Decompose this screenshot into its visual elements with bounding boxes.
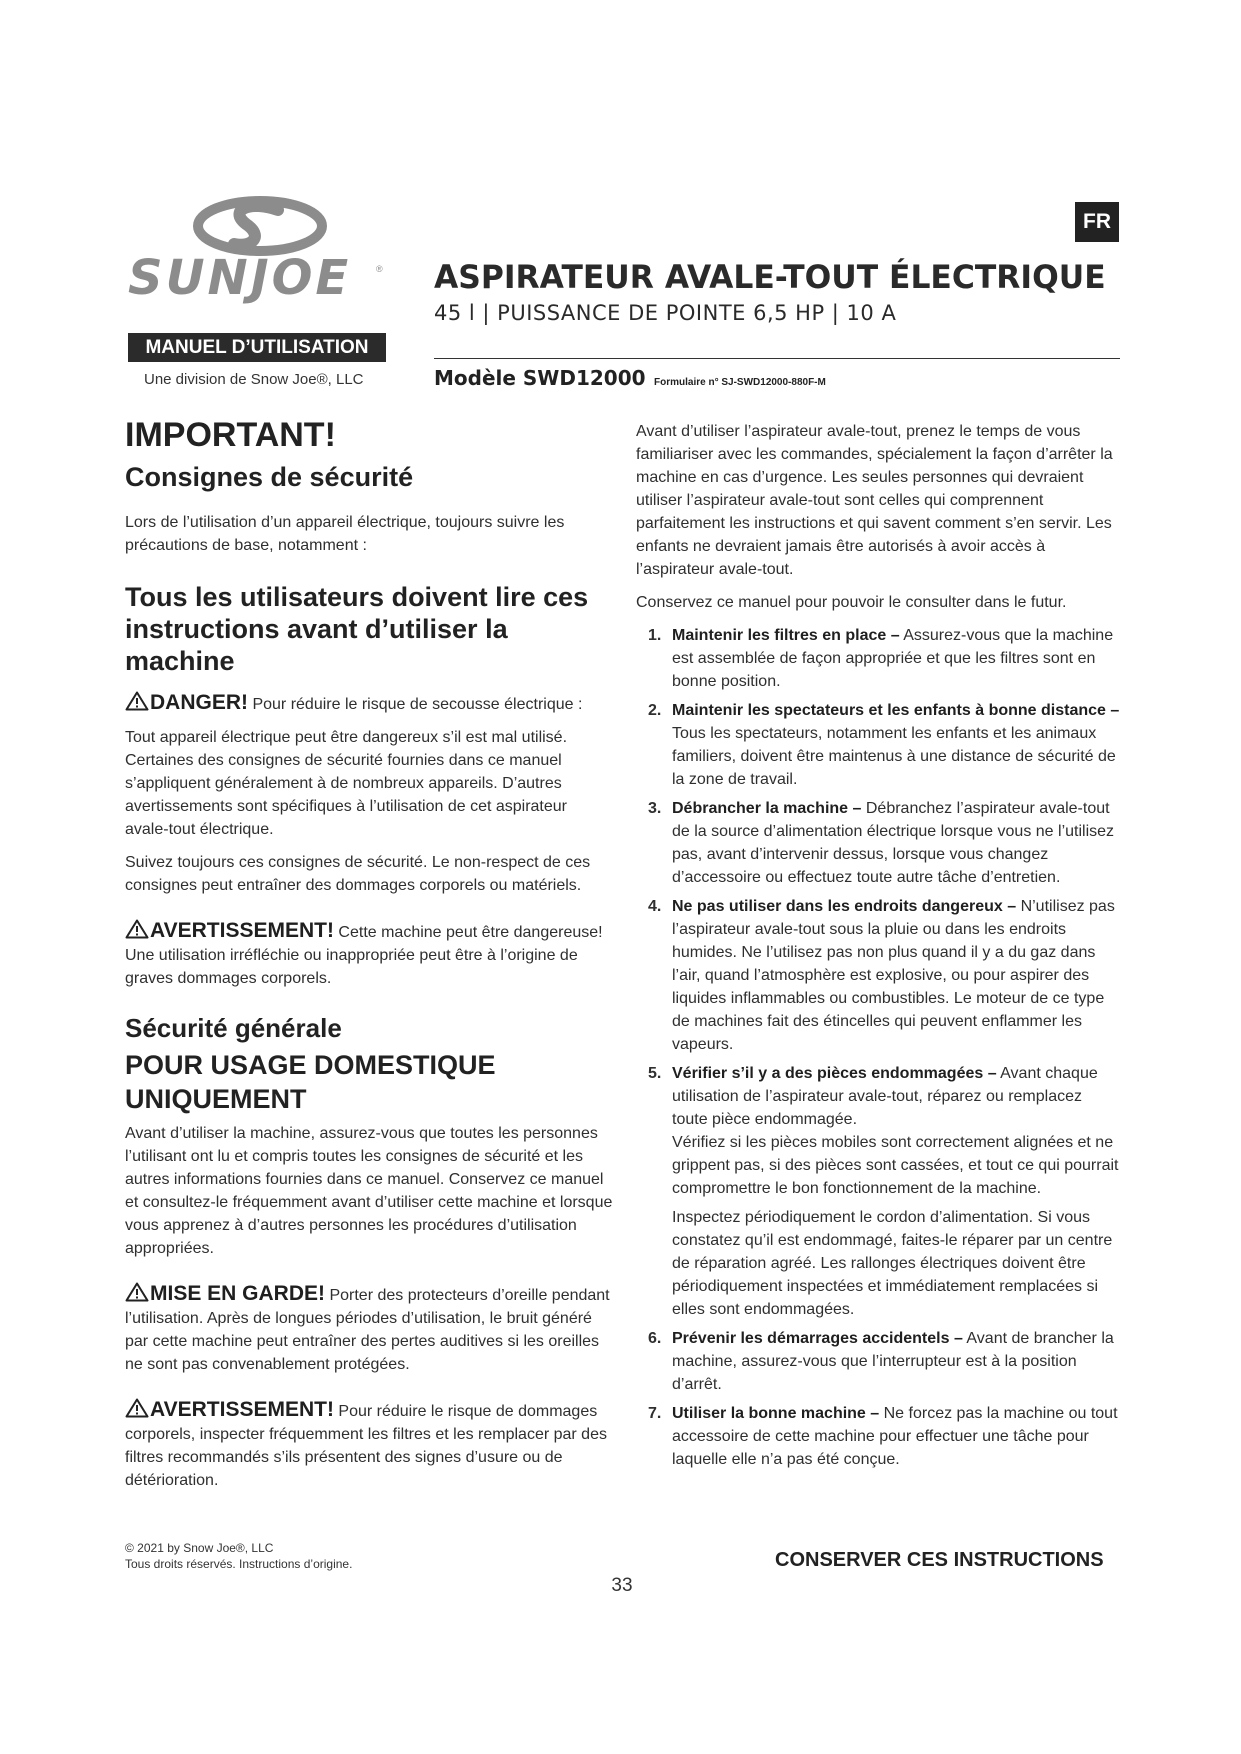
right-intro-paragraph: Avant d’utiliser l’aspirateur avale-tout, prenez le temps de vous familiariser avec les commandes, spécialement la façon d’arrêter la machine en cas d’urgence. Les seules personnes qui devraient utiliser l’aspirateur avale-tout sont celles qui comprennent parfaitement les instructions et qui savent comment s’en servir. Les enfants ne devraient jamais être autorisés à avoir accès à l’aspirateur avale-tout. — [636, 423, 1113, 578]
warning-triangle-icon — [125, 1282, 149, 1302]
page-number: 33 — [611, 1575, 633, 1596]
warning-triangle-icon — [125, 691, 149, 711]
item-number: 1. — [648, 627, 662, 644]
danger-label: DANGER! — [150, 691, 248, 714]
list-item — [636, 1062, 1122, 1321]
keep-instructions-footer: CONSERVER CES INSTRUCTIONS — [775, 1549, 1104, 1571]
list-item — [636, 895, 1122, 1056]
danger-paragraph-2: Suivez toujours ces consignes de sécurité. Le non-respect de ces consignes peut entraîner des dommages corporels ou matériels. — [125, 854, 591, 894]
list-item — [636, 1402, 1122, 1471]
avertissement-label: AVERTISSEMENT! — [150, 1398, 334, 1421]
page-subtitle: 45 l | PUISSANCE DE POINTE 6,5 HP | 10 A — [434, 301, 897, 325]
copyright-line: © 2021 by Snow Joe®, LLC — [125, 1541, 274, 1555]
warning-triangle-icon — [125, 919, 149, 939]
item-number: 7. — [648, 1405, 662, 1422]
division-text: Une division de Snow Joe®, LLC — [144, 371, 364, 388]
sunjoe-logo-icon — [190, 196, 330, 256]
item-label: Ne pas utiliser dans les endroits dangereux – — [672, 898, 1017, 915]
item-text: Tous les spectateurs, notamment les enfants et les animaux familiers, doivent être maintenus à une distance de sécurité de la zone de travail. — [672, 725, 1116, 788]
item-label: Maintenir les spectateurs et les enfants à bonne distance – — [672, 702, 1120, 719]
form-number: Formulaire n° SJ-SWD12000-880F-M — [654, 377, 826, 388]
important-heading: IMPORTANT! — [125, 416, 336, 454]
mise-en-garde-text: Porter des protecteurs d’oreille pendant l’utilisation. Après de longues périodes d’utilisation, le bruit généré par cette machine peut entraîner des pertes auditives si les oreilles ne sont pas convenablement protégées. — [125, 1287, 610, 1373]
mise-en-garde-warning — [125, 1282, 613, 1376]
item-text: Ne forcez pas la machine ou tout accessoire de cette machine pour effectuer une tâche pour laquelle elle n’a pas été conçue. — [672, 1405, 1118, 1468]
all-users-heading: Tous les utilisateurs doivent lire ces instructions avant d’utiliser la machine — [125, 582, 589, 676]
warning-triangle-icon — [125, 1398, 149, 1418]
item-number: 2. — [648, 702, 662, 719]
item-text: Assurez-vous que la machine est assemblée de façon appropriée et que les filtres sont en bonne position. — [672, 627, 1114, 690]
list-item — [636, 1327, 1122, 1396]
mise-en-garde-label: MISE EN GARDE! — [150, 1282, 326, 1305]
copyright-line: Tous droits réservés. Instructions d’origine. — [125, 1557, 353, 1571]
page-title: ASPIRATEUR AVALE-TOUT ÉLECTRIQUE — [434, 258, 1106, 296]
list-item — [636, 699, 1122, 791]
danger-warning — [125, 691, 613, 716]
item-label: Prévenir les démarrages accidentels – — [672, 1330, 963, 1347]
avertissement-warning-2 — [125, 1398, 613, 1492]
avertissement-text: Pour réduire le risque de dommages corporels, inspecter fréquemment les filtres et les remplacer par des filtres recommandés s’ils présentent des signes d’usure ou de détérioration. — [125, 1403, 607, 1489]
item-number: 3. — [648, 800, 662, 817]
copyright — [125, 1540, 352, 1572]
item-text: Avant de brancher la machine, assurez-vous que l’interrupteur est à la position d’arrêt. — [672, 1330, 1114, 1393]
registered-mark: ® — [376, 264, 383, 274]
manual-label: MANUEL D’UTILISATION — [128, 333, 386, 362]
right-column — [636, 420, 1122, 1477]
danger-text: Pour réduire le risque de secousse électrique : — [248, 696, 583, 713]
item-text: Débranchez l’aspirateur avale-tout de la source d’alimentation électrique lorsque vous ne l’utilisez pas, avant d’intervenir dessus, lorsque vous changez d’accessoire ou effectuez toute autre tâche d’entretien. — [672, 800, 1115, 886]
left-column — [125, 415, 613, 1502]
item-text: Avant chaque utilisation de l’aspirateur avale-tout, réparez ou remplacez toute pièce endommagée. — [672, 1065, 1098, 1128]
item-label: Utiliser la bonne machine – — [672, 1405, 880, 1422]
safety-heading: Consignes de sécurité — [125, 462, 414, 492]
avertissement-label: AVERTISSEMENT! — [150, 919, 334, 942]
item-number: 5. — [648, 1065, 662, 1082]
item-label: Débrancher la machine – — [672, 800, 862, 817]
item-subtext: Vérifiez si les pièces mobiles sont correctement alignées et ne grippent pas, si des pièces sont cassées, et tout ce qui pourrait compromettre le bon fonctionnement de la machine. — [672, 1134, 1119, 1197]
avertissement-text: Cette machine peut être dangereuse! Une utilisation irréfléchie ou inappropriée peut être à l’origine de graves dommages corporels. — [125, 924, 603, 987]
list-item — [636, 797, 1122, 889]
keep-manual-paragraph: Conservez ce manuel pour pouvoir le consulter dans le futur. — [636, 594, 1067, 611]
item-label: Maintenir les filtres en place – — [672, 627, 900, 644]
item-number: 4. — [648, 898, 662, 915]
intro-paragraph: Lors de l’utilisation d’un appareil électrique, toujours suivre les précautions de base, notamment : — [125, 514, 565, 554]
language-badge: FR — [1075, 202, 1119, 242]
item-label: Vérifier s’il y a des pièces endommagées – — [672, 1065, 997, 1082]
model-name: Modèle SWD12000 — [434, 366, 646, 390]
brand-wordmark: SUNJOE — [128, 250, 352, 306]
danger-paragraph-1: Tout appareil électrique peut être dangereux s’il est mal utilisé. Certaines des consignes de sécurité fournies dans ce manuel s’appliquent généralement à de nombreux appareils. D’autres avertissements sont spécifiques à l’utilisation de cet aspirateur avale-tout électrique. — [125, 729, 568, 838]
avertissement-warning-1 — [125, 919, 613, 990]
domestic-use-heading: POUR USAGE DOMESTIQUE UNIQUEMENT — [125, 1050, 496, 1114]
item-subtext: Inspectez périodiquement le cordon d’alimentation. Si vous constatez qu’il est endommagé, faites-le réparer par un centre de réparation agréé. Les rallonges électriques doivent être périodiquement inspectées et immédiatement remplacées si elles sont endommagées. — [672, 1209, 1113, 1318]
item-number: 6. — [648, 1330, 662, 1347]
header-divider — [434, 358, 1120, 359]
item-text: N’utilisez pas l’aspirateur avale-tout sous la pluie ou dans les endroits humides. Ne l’utilisez pas non plus quand il y a du gaz dans l’air, quand l’atmosphère est explosive, ou pour aspirer des liquides inflammables ou combustibles. Le moteur de ce type de machines fait des étincelles qui peuvent enflammer les vapeurs. — [672, 898, 1115, 1053]
domestic-use-paragraph: Avant d’utiliser la machine, assurez-vous que toutes les personnes l’utilisant ont lu et compris toutes les consignes de sécurité et les autres informations fournies dans ce manuel. Conservez ce manuel et consultez-le fréquemment avant d’utiliser cette machine et lorsque vous apprenez à d’autres personnes les procédures d’utilisation appropriées. — [125, 1125, 613, 1257]
model-line — [434, 366, 826, 390]
general-safety-heading: Sécurité générale — [125, 1013, 342, 1043]
list-item — [636, 624, 1122, 693]
safety-list — [636, 624, 1122, 1471]
